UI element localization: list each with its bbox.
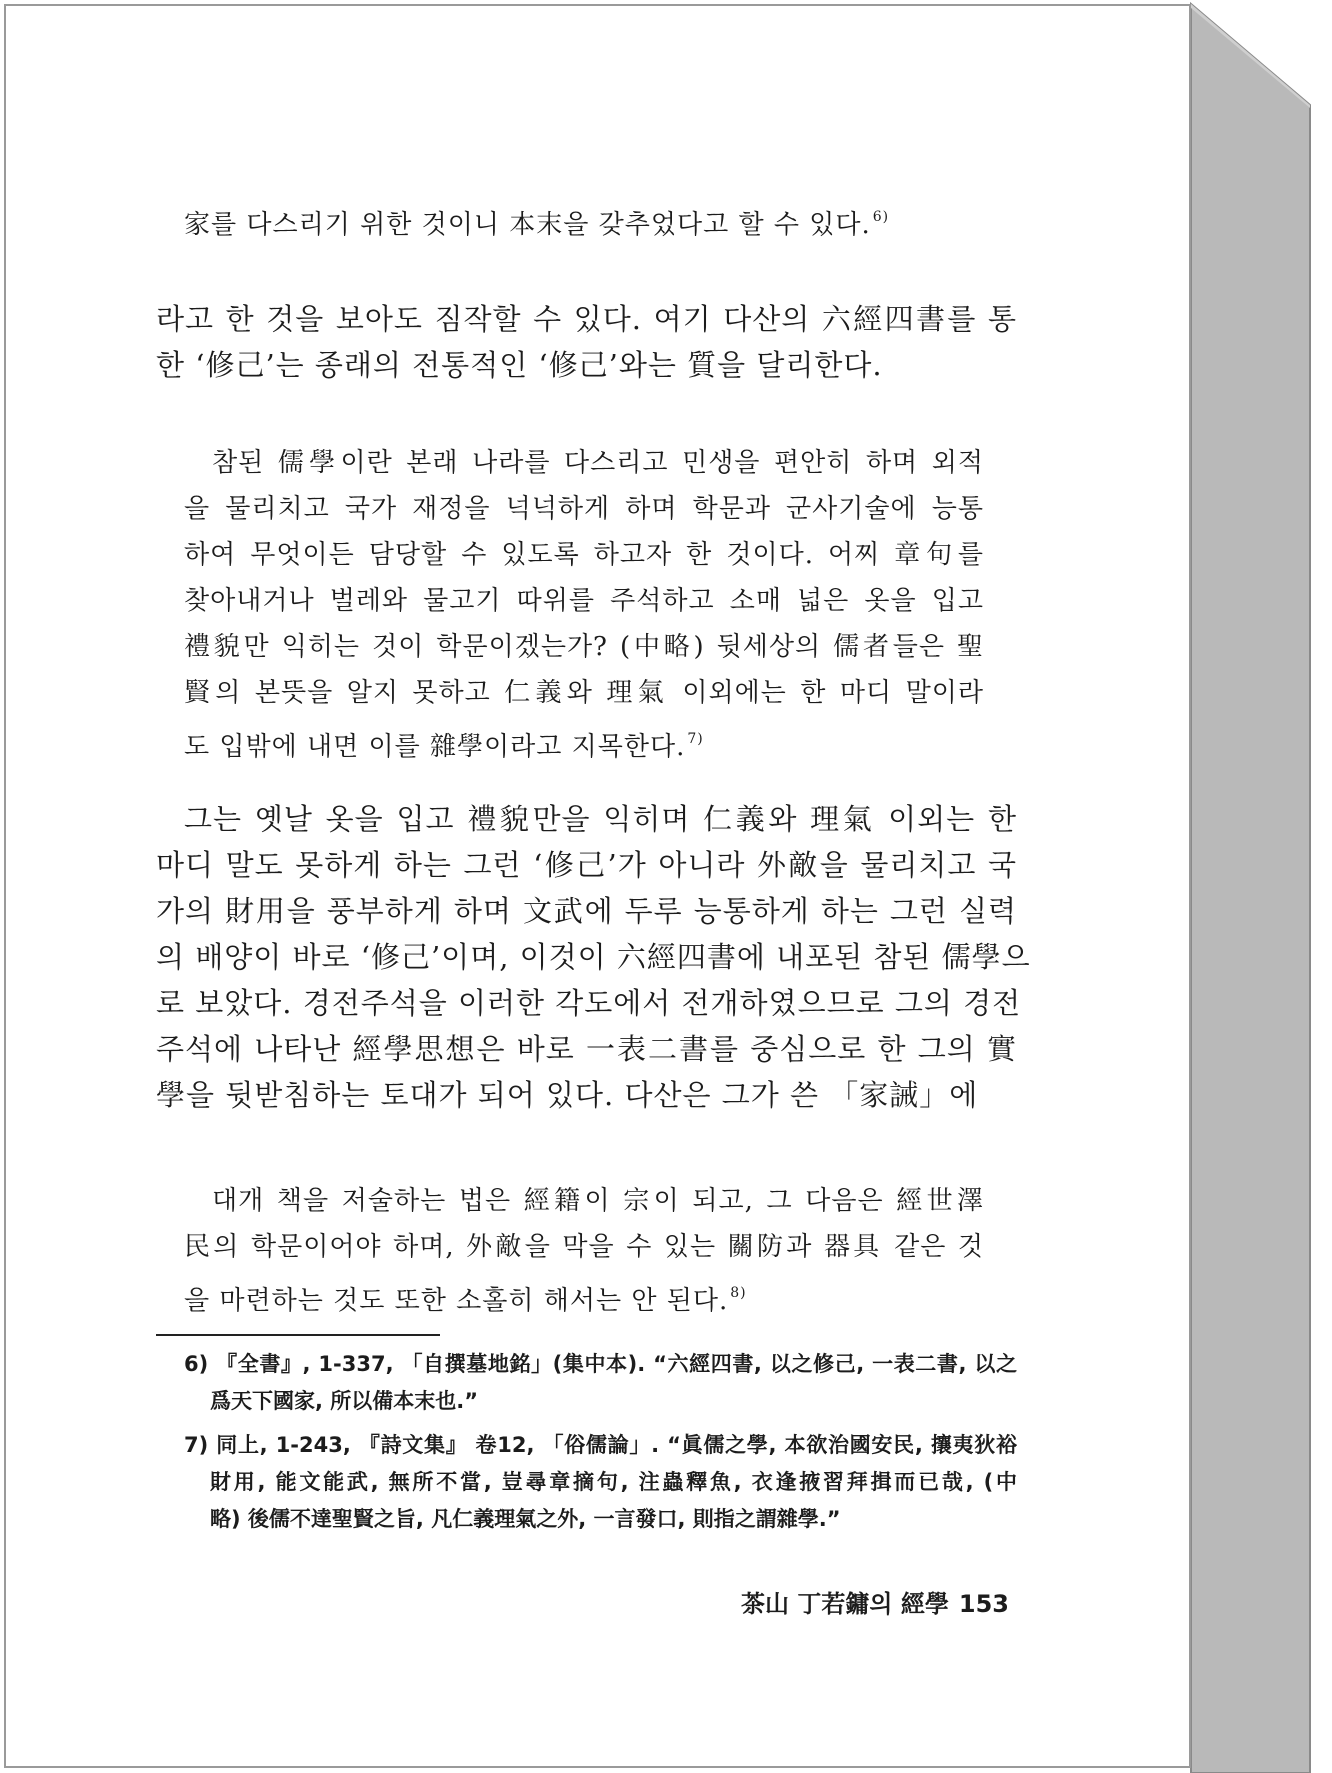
paragraph-2 xyxy=(156,802,1031,1126)
footnote-ref: 7) xyxy=(687,731,704,747)
footnote-line: 略) 後儒不達聖賢之旨, 凡仁義理氣之外, 一言發口, 則指之謂雜學.” xyxy=(210,1507,841,1531)
text-line: 의 배양이 바로 ‘修己’이며, 이것이 六經四書에 내포된 참된 儒學으 xyxy=(156,940,1031,974)
text-line: 도 입밖에 내면 이를 雜學이라고 지목한다. $^{7)}$ xyxy=(184,731,704,762)
page-number: 153 xyxy=(958,1590,1009,1618)
footnote-line: 財用, 能文能武, 無所不當, 豈尋章摘句, 注蟲釋魚, 衣逢掖習拜揖而已哉, (中 xyxy=(210,1470,1017,1494)
text-line: 대개 책을 저술하는 법은 經籍이 宗이 되고, 그 다음은 經世澤 xyxy=(212,1186,984,1216)
footnote-7 xyxy=(184,1427,1017,1538)
text-line: 가의 財用을 풍부하게 하며 文武에 두루 능통하게 하는 그런 실력 xyxy=(156,894,1017,928)
text-line: 한 ‘修己’는 종래의 전통적인 ‘修己’와는 質을 달리한다. xyxy=(156,348,883,382)
footnote-divider xyxy=(156,1334,440,1336)
text-line: 을 물리치고 국가 재정을 넉넉하게 하며 학문과 군사기술에 능통 xyxy=(184,494,984,524)
text-line: 주석에 나타난 經學思想은 바로 一表二書를 중심으로 한 그의 實 xyxy=(156,1032,1017,1066)
text-line: 學을 뒷받침하는 토대가 되어 있다. 다산은 그가 쓴 「家誡」에 xyxy=(156,1078,979,1112)
text-line: 찾아내거나 벌레와 물고기 따위를 주석하고 소매 넓은 옷을 입고 xyxy=(184,586,984,616)
text-line: 賢의 본뜻을 알지 못하고 仁義와 理氣 이외에는 한 마디 말이라 xyxy=(184,678,984,708)
block-quote-2 xyxy=(184,448,984,770)
book-page xyxy=(4,4,1191,1768)
text-line: 참된 儒學이란 본래 나라를 다스리고 민생을 편안히 하며 외적 xyxy=(212,448,984,478)
text-line: 禮貌만 익히는 것이 학문이겠는가? (中略) 뒷세상의 儒者들은 聖 xyxy=(184,632,984,662)
text-line: 마디 말도 못하게 하는 그런 ‘修己’가 아니라 外敵을 물리치고 국 xyxy=(156,848,1017,882)
footnote-6 xyxy=(184,1346,1017,1420)
text-line: 家를 다스리기 위한 것이니 本末을 갖추었다고 할 수 있다. $^{6)}$ xyxy=(184,209,890,240)
footnote-line: 6) 『全書』, 1-337, 「自撰墓地銘」(集中本). “六經四書, 以之修己, 一表二書, 以之 xyxy=(184,1352,1017,1376)
page-footer xyxy=(741,1584,1009,1619)
running-footer: 茶山 丁若鏞의 經學 xyxy=(740,1590,949,1618)
text-line: 로 보았다. 경전주석을 이러한 각도에서 전개하였으므로 그의 경전 xyxy=(156,986,1022,1020)
text-line: 民의 학문이어야 하며, 外敵을 막을 수 있는 關防과 器具 같은 것 xyxy=(184,1232,984,1262)
footnote-ref: 6) xyxy=(872,209,890,225)
footnote-ref: 8) xyxy=(730,1285,747,1301)
text-line: 을 마련하는 것도 또한 소홀히 해서는 안 된다. $^{8)}$ xyxy=(184,1285,747,1316)
text-line: 라고 한 것을 보아도 짐작할 수 있다. 여기 다산의 六經四書를 통 xyxy=(156,302,1017,336)
block-quote-3 xyxy=(184,1186,984,1324)
footnote-line: 7) 同上, 1-243, 『詩文集』 卷12, 「俗儒論」. “眞儒之學, 本欲治國安民, 攘夷狄裕 xyxy=(184,1433,1017,1457)
opening-quote-end xyxy=(184,202,984,248)
text-line: 그는 옛날 옷을 입고 禮貌만을 익히며 仁義와 理氣 이외는 한 xyxy=(184,802,1017,836)
text-line: 하여 무엇이든 담당할 수 있도록 하고자 한 것이다. 어찌 章句를 xyxy=(184,540,984,570)
footnote-line: 爲天下國家, 所以備本末也.” xyxy=(210,1389,479,1413)
paragraph-1 xyxy=(156,304,1017,396)
